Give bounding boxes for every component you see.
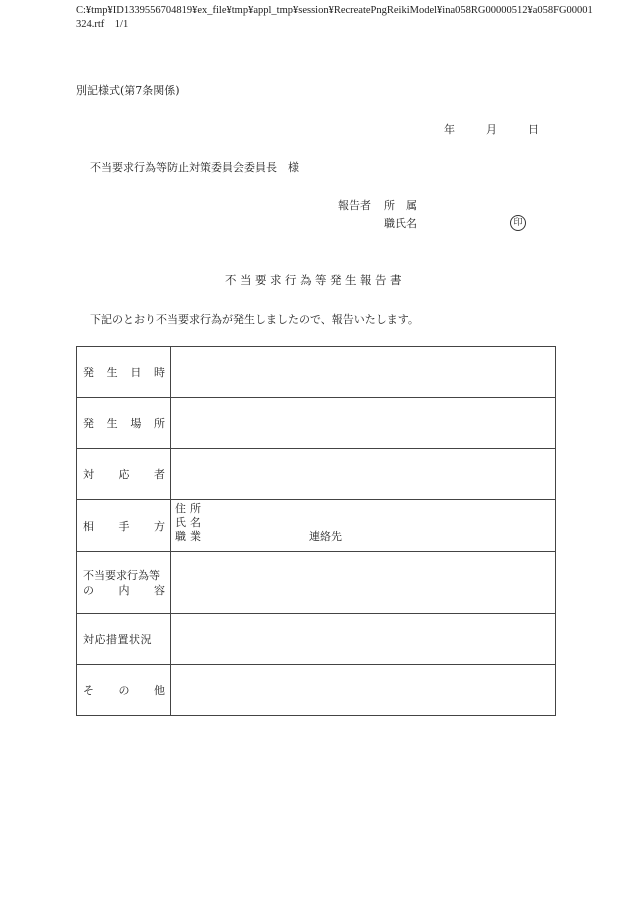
label-measures: 対応措置状況 xyxy=(77,614,171,665)
label-responder: 対 応 者 xyxy=(77,449,171,500)
row-measures xyxy=(77,614,556,665)
value-datetime[interactable] xyxy=(171,347,556,398)
addressee: 不当要求行為等防止対策委員会委員長 様 xyxy=(90,161,299,174)
seal-mark: 印 xyxy=(510,215,526,231)
row-responder xyxy=(77,449,556,500)
value-other[interactable] xyxy=(171,665,556,716)
date-month: 月 xyxy=(486,123,497,136)
row-datetime xyxy=(77,347,556,398)
document-title: 不当要求行為等発生報告書 xyxy=(225,273,405,287)
value-location[interactable] xyxy=(171,398,556,449)
reporter-name-label: 職氏名 xyxy=(384,217,417,230)
date-line xyxy=(444,122,539,138)
file-path-header: C:¥tmp¥ID1339556704819¥ex_file¥tmp¥appl_tmp¥session¥RecreatePngReikiModel¥ina058RG00000512¥a058FG00001324.rtf 1/1 xyxy=(76,5,593,30)
party-name-line: 氏 名 xyxy=(175,516,201,529)
date-year: 年 xyxy=(444,123,455,136)
row-location xyxy=(77,398,556,449)
label-other: そ の 他 xyxy=(77,665,171,716)
party-address-line: 住 所 xyxy=(175,502,201,515)
party-contact-label: 連絡先 xyxy=(309,530,342,543)
value-content[interactable] xyxy=(171,552,556,614)
value-responder[interactable] xyxy=(171,449,556,500)
label-content: 不当要求行為等 の 内 容 xyxy=(77,552,171,614)
reporter-label: 報告者 xyxy=(338,199,371,212)
reporter-affiliation-label: 所 属 xyxy=(384,199,417,212)
row-content xyxy=(77,552,556,614)
intro-text: 下記のとおり不当要求行為が発生しましたので、報告いたします。 xyxy=(90,313,419,326)
date-day: 日 xyxy=(528,123,539,136)
form-style-label: 別記様式(第7条関係) xyxy=(76,84,180,97)
report-table xyxy=(76,346,556,716)
value-measures[interactable] xyxy=(171,614,556,665)
label-counterparty: 相 手 方 xyxy=(77,500,171,552)
party-occupation-line: 職 業 連絡先 xyxy=(175,530,342,543)
label-location: 発 生 場 所 xyxy=(77,398,171,449)
value-counterparty[interactable] xyxy=(171,500,556,552)
row-other xyxy=(77,665,556,716)
row-counterparty xyxy=(77,500,556,552)
label-datetime: 発 生 日 時 xyxy=(77,347,171,398)
